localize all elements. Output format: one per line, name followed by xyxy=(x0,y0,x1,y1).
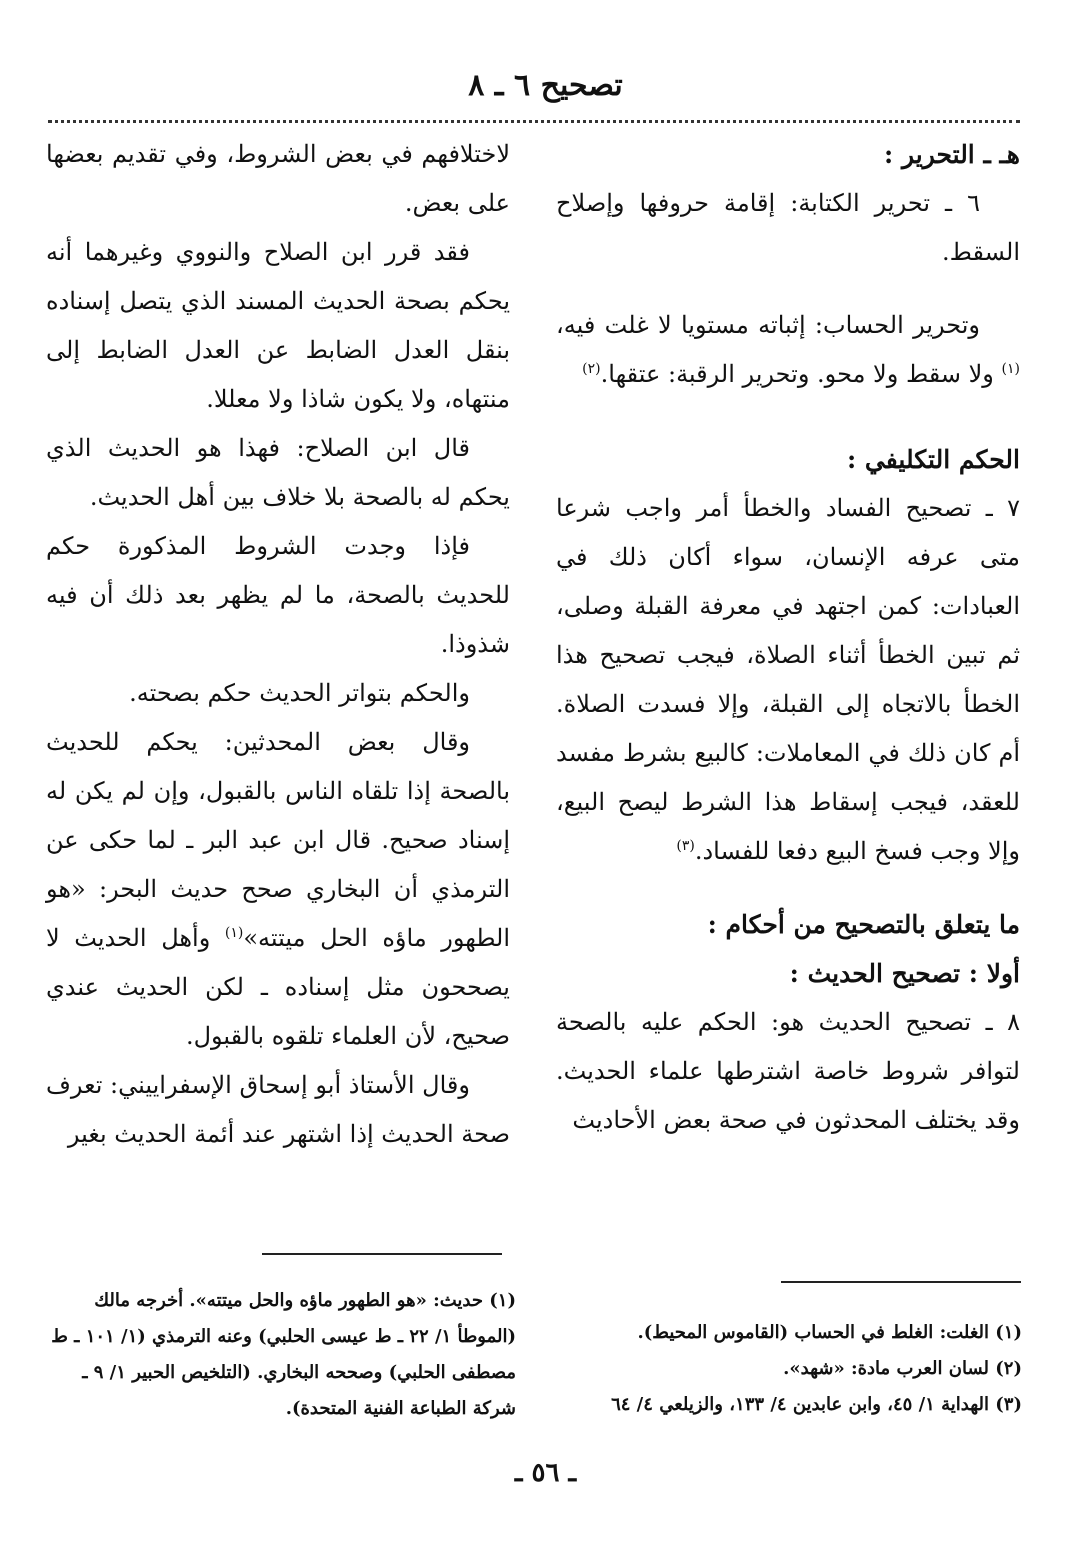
footnote-divider-left xyxy=(262,1253,502,1255)
paragraph-tahrir-hisab xyxy=(556,301,1020,399)
footnote: (٢) لسان العرب مادة: «شهد». xyxy=(783,1358,1022,1379)
paragraph-text: وقال بعض المحدثين: يحكم للحديث بالصحة إذا تلقاه الناس بالقبول، وإن لم يكن له إسناد صحيح. قال ابن عبد البر ـ لما حكى عن الترمذي أن البخاري صحح حديث البحر: «هو الطهور ماؤه الحل ميتته» xyxy=(46,728,511,952)
section-heading-first: أولا : تصحيح الحديث : xyxy=(789,959,1020,988)
paragraph-tawatur: والحكم بتواتر الحديث حكم بصحته. xyxy=(129,679,470,707)
paragraph-qala: قال ابن الصلاح: فهذا هو الحديث الذي يحكم له بالصحة بلا خلاف بين أهل الحديث. xyxy=(46,434,510,511)
header-divider xyxy=(48,120,1020,123)
footnotes-right xyxy=(552,1315,1022,1423)
page-header: تصحيح ٦ ـ ٨ xyxy=(468,68,623,103)
section-heading-related: ما يتعلق بالتصحيح من أحكام : xyxy=(707,910,1020,939)
section-heading-hukm: الحكم التكليفي : xyxy=(847,445,1020,474)
page-number: ـ ٥٦ ـ xyxy=(514,1458,577,1488)
paragraph-isfarayini: وقال الأستاذ أبو إسحاق الإسفراييني: تعرف صحة الحديث إذا اشتهر عند أئمة الحديث بغير xyxy=(46,1071,510,1148)
paragraph-text: وأهل الحديث لا يصححون مثل إسناده ـ لكن الحديث عندي صحيح، لأن العلماء تلقوه بالقبول. xyxy=(46,924,510,1050)
section-heading-tahrir: هـ ـ التحرير : xyxy=(884,140,1020,169)
paragraph-8: ٨ ـ تصحيح الحديث هو: الحكم عليه بالصحة لتوافر شروط خاصة اشترطها علماء الحديث. وقد يختلف المحدثون في صحة بعض الأحاديث xyxy=(556,1008,1020,1134)
footnote: (١) الغلت: الغلط في الحساب (القاموس المحيط). xyxy=(637,1322,1022,1343)
footnote-ref: (١) xyxy=(1001,361,1020,377)
footnote-divider-right xyxy=(781,1281,1021,1283)
left-column xyxy=(46,130,510,1159)
footnote-ref: (٣) xyxy=(676,838,695,854)
paragraph-text: ٧ ـ تصحيح الفساد والخطأ أمر واجب شرعا متى عرفه الإنسان، سواء أكان ذلك في العبادات: كمن اجتهد في معرفة القبلة وصلى، ثم تبين الخطأ أثناء الصلاة، فيجب تصحيح هذا الخطأ بالاتجاه إلى القبلة، وإلا فسدت الصلاة. أم كان ذلك في المعاملات: كالبيع بشرط مفسد للعقد، فيجب إسقاط هذا الشرط ليصح البيع، وإلا وجب فسخ البيع دفعا للفساد. xyxy=(556,494,1020,865)
footnote: (٣) الهداية ١/ ٤٥، وابن عابدين ٤/ ١٣٣، والزيلعي ٤/ ٦٤ xyxy=(611,1394,1022,1415)
paragraph-text: ولا سقط ولا محو. وتحرير الرقبة: عتقها. xyxy=(600,360,1002,388)
paragraph-continuation: لاختلافهم في بعض الشروط، وفي تقديم بعضها على بعض. xyxy=(46,140,510,217)
paragraph-text: وتحرير الحساب: إثباته مستويا لا غلت فيه، xyxy=(556,311,980,339)
footnotes-left xyxy=(46,1283,516,1427)
footnote-ref: (٢) xyxy=(582,361,601,377)
paragraph-7 xyxy=(556,484,1020,876)
footnote-ref: (١) xyxy=(224,925,244,941)
right-column xyxy=(556,130,1020,1145)
paragraph-faidha: فإذا وجدت الشروط المذكورة حكم للحديث بالصحة، ما لم يظهر بعد ذلك أن فيه شذوذا. xyxy=(46,532,510,658)
paragraph-6: ٦ ـ تحرير الكتابة: إقامة حروفها وإصلاح السقط. xyxy=(556,189,1020,266)
footnote: (١) حديث: «هو الطهور ماؤه والحل ميتته». أخرجه مالك (الموطأ ١/ ٢٢ ـ ط عيسى الحلبي) وعنه الترمذي (١/ ١٠١ ـ ط مصطفى الحلبي) وصححه البخاري. (التلخيص الحبير ١/ ٩ ـ شركة الطباعة الفنية المتحدة). xyxy=(51,1290,516,1419)
paragraph-baad xyxy=(46,718,510,1061)
paragraph-ibn-salah: فقد قرر ابن الصلاح والنووي وغيرهما أنه يحكم بصحة الحديث المسند الذي يتصل إسناده بنقل العدل الضابط عن العدل الضابط إلى منتهاه، ولا يكون شاذا ولا معللا. xyxy=(46,238,510,413)
